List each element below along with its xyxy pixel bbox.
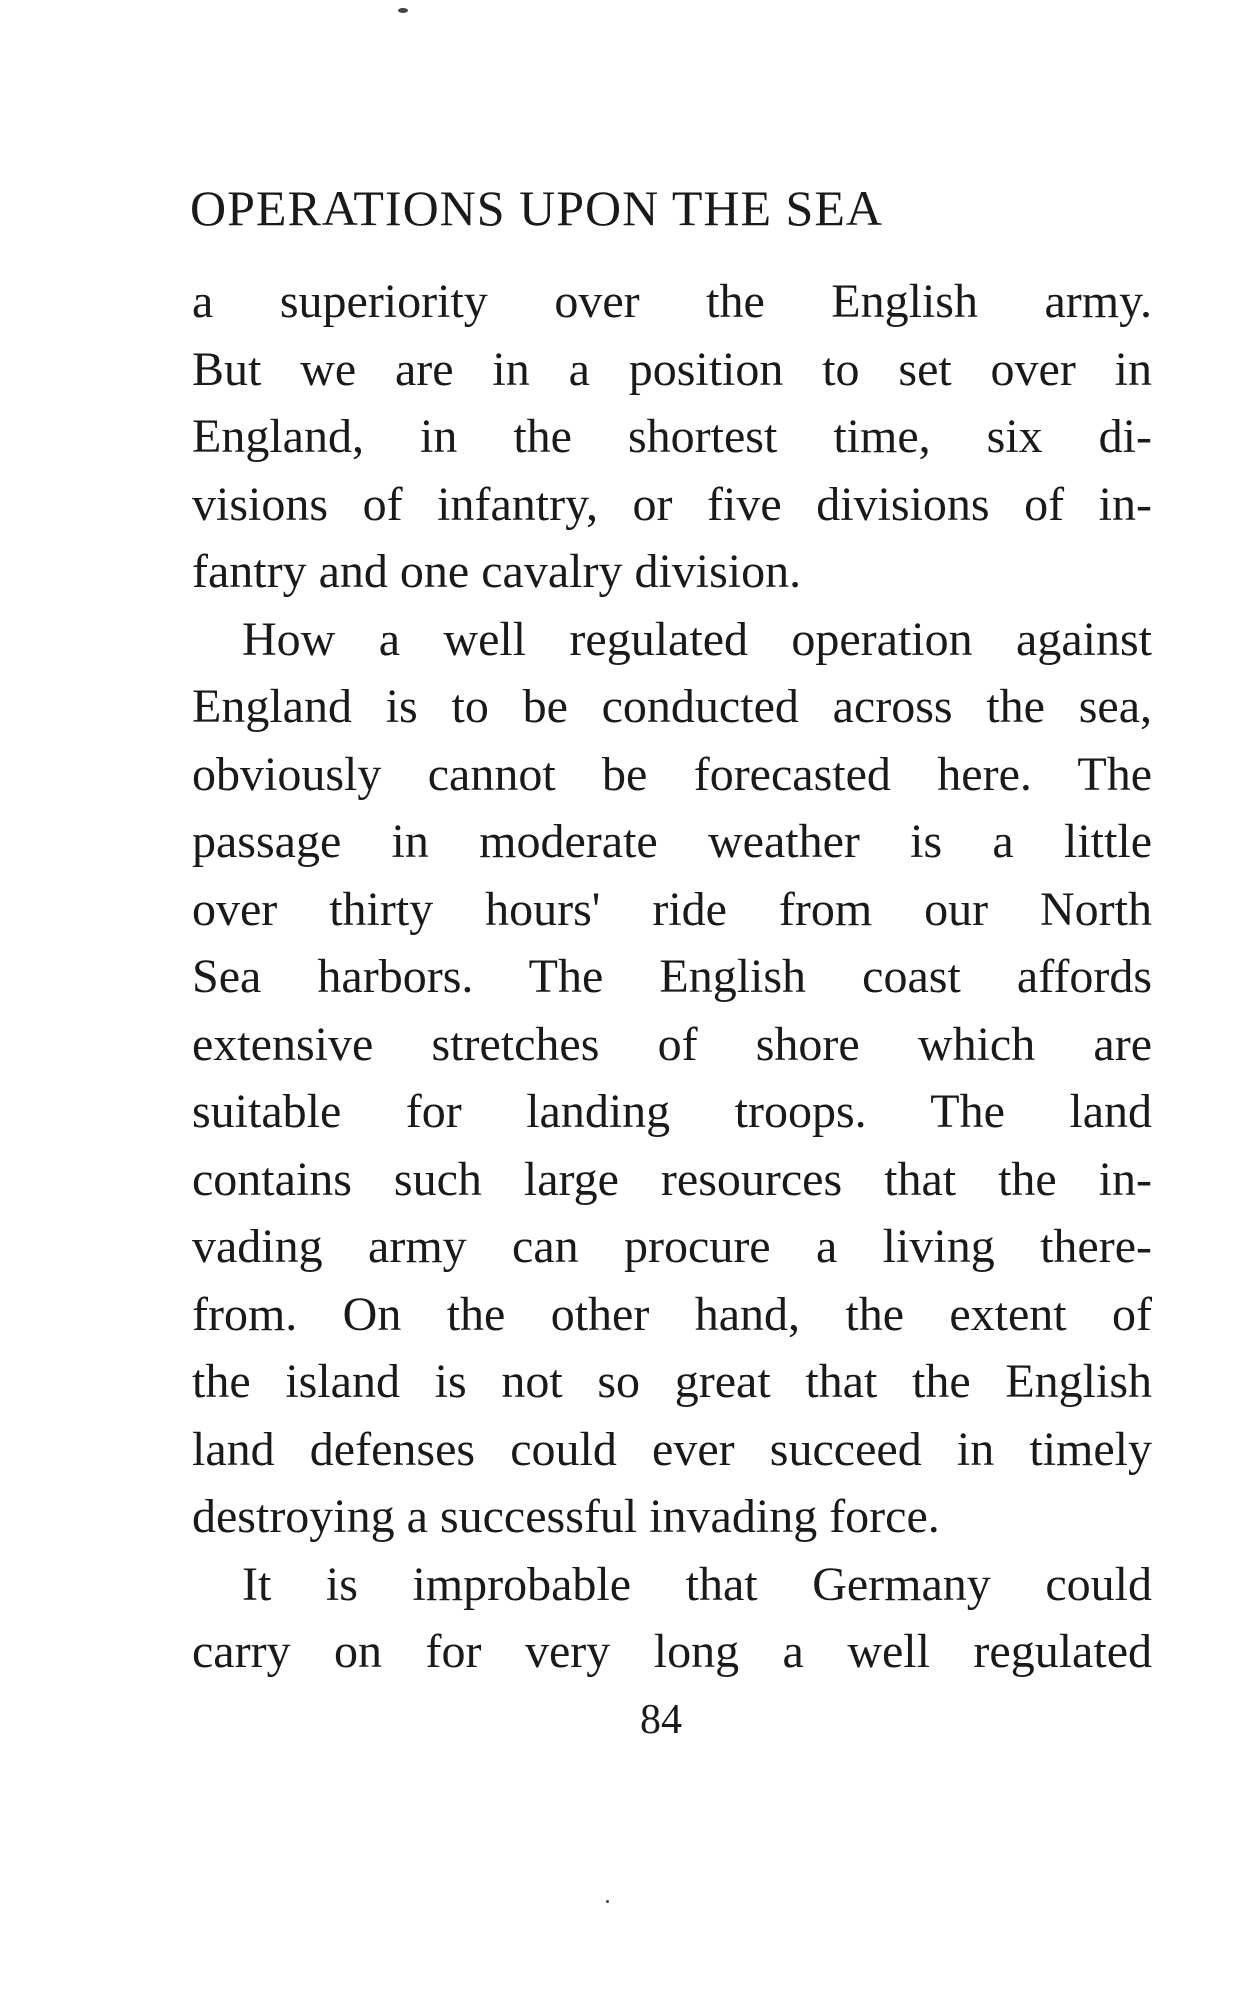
text-line: vading army can procure a living there-: [192, 1220, 1152, 1273]
text-line: carry on for very long a well regulated: [192, 1625, 1152, 1678]
text-line: the island is not so great that the English: [192, 1355, 1152, 1408]
print-speck: [606, 1900, 609, 1903]
text-line: It is improbable that Germany could: [242, 1557, 1152, 1611]
text-line: from. On the other hand, the extent of: [192, 1287, 1152, 1341]
text-line: suitable for landing troops. The land: [192, 1085, 1152, 1138]
text-line: obviously cannot be forecasted here. The: [192, 747, 1152, 801]
text-line: England is to be conducted across the sea,: [192, 680, 1152, 733]
text-line: Sea harbors. The English coast affords: [192, 950, 1152, 1003]
page-number: 84: [640, 1697, 682, 1743]
text-line: contains such large resources that the in-: [192, 1152, 1152, 1206]
text-line: a superiority over the English army.: [192, 275, 1152, 328]
running-head: OPERATIONS UPON THE SEA: [190, 180, 883, 236]
text-line: over thirty hours' ride from our North: [192, 882, 1152, 936]
text-line: visions of infantry, or five divisions of in-: [192, 477, 1152, 531]
text-line: passage in moderate weather is a little: [192, 815, 1152, 868]
text-line: destroying a successful invading force.: [192, 1490, 940, 1543]
text-line: extensive stretches of shore which are: [192, 1017, 1152, 1071]
text-line: land defenses could ever succeed in timely: [192, 1422, 1152, 1476]
text-line: But we are in a position to set over in: [192, 342, 1152, 396]
text-line: England, in the shortest time, six di-: [192, 410, 1152, 463]
body-text: [192, 268, 1152, 1686]
text-line: fantry and one cavalry division.: [192, 545, 802, 598]
text-line: How a well regulated operation against: [242, 612, 1152, 666]
print-speck: [398, 8, 408, 13]
